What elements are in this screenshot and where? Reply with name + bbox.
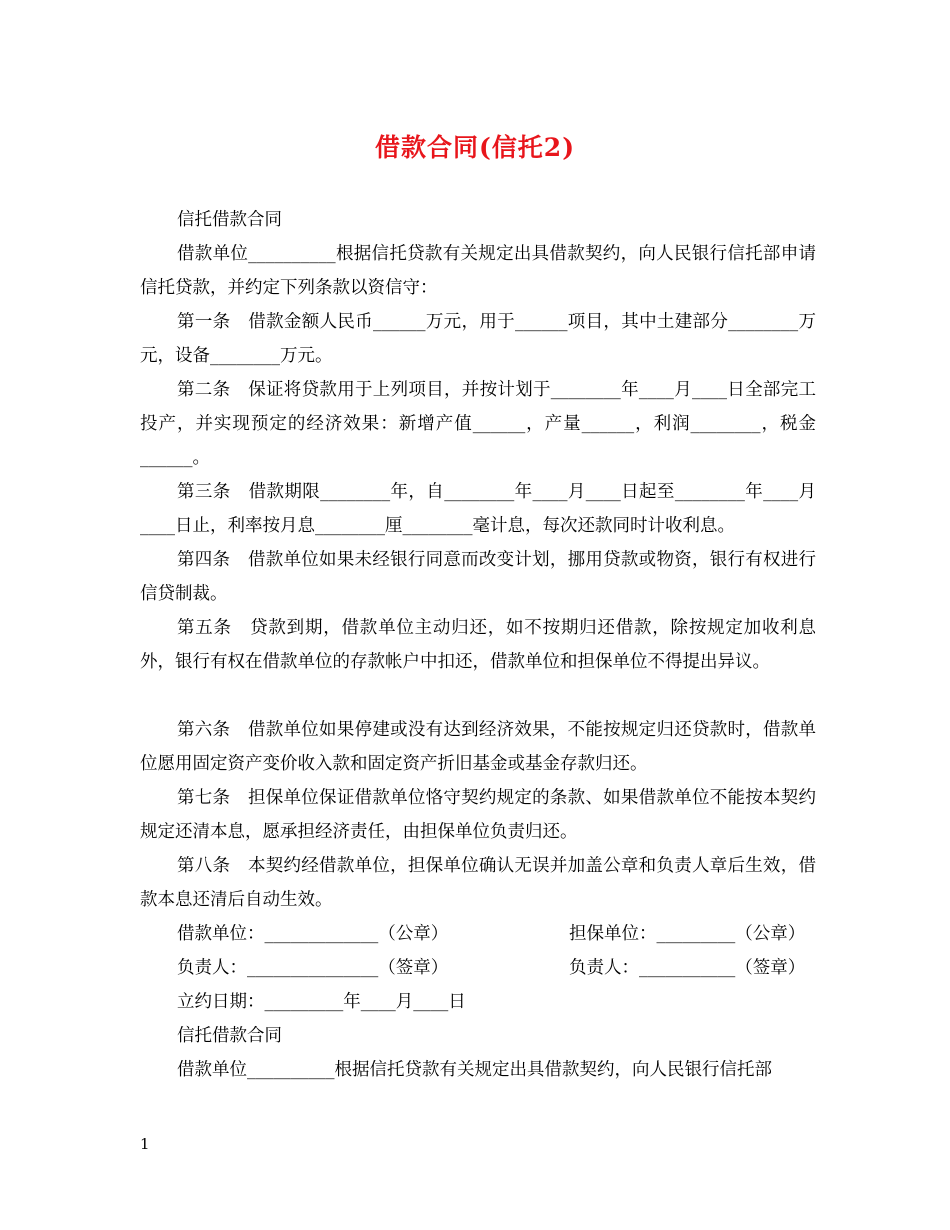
- contract-intro: 借款单位__________根据信托贷款有关规定出具借款契约，向人民银行信托部申请信托贷款，并约定下列条款以资信守：: [140, 244, 816, 298]
- article-7: 第七条 担保单位保证借款单位恪守契约规定的条款、如果借款单位不能按本契约规定还清本息，愿承担经济责任，由担保单位负责归还。: [140, 788, 816, 842]
- document-body: [140, 203, 816, 1087]
- article-4: 第四条 借款单位如果未经银行同意而改变计划，挪用贷款或物资，银行有权进行信贷制裁。: [140, 550, 816, 604]
- guarantor-responsible-line: 负责人：___________（签章）: [569, 958, 806, 978]
- article-3: 第三条 借款期限________年，自________年____月____日起至________年____月____日止，利率按月息________厘________毫计息，每次还款同时计收利息。: [140, 482, 816, 536]
- borrower-seal-line: 借款单位：_____________（公章）: [177, 924, 449, 944]
- guarantor-seal-line: 担保单位：_________（公章）: [569, 924, 806, 944]
- article-6: 第六条 借款单位如果停建或没有达到经济效果，不能按规定归还贷款时，借款单位愿用固定资产变价收入款和固定资产折旧基金或基金存款归还。: [140, 720, 816, 774]
- article-8: 第八条 本契约经借款单位，担保单位确认无误并加盖公章和负责人章后生效，借款本息还清后自动生效。: [140, 856, 816, 910]
- document-title: 借款合同(信托2): [374, 133, 576, 162]
- signature-row-units: [140, 917, 816, 951]
- repeat-contract-intro: 借款单位__________根据信托贷款有关规定出具借款契约，向人民银行信托部: [177, 1060, 772, 1080]
- article-1: 第一条 借款金额人民币______万元，用于______项目，其中土建部分________万元，设备________万元。: [140, 312, 816, 366]
- repeat-contract-heading: 信托借款合同: [177, 1026, 282, 1046]
- contract-heading: 信托借款合同: [177, 210, 282, 230]
- signature-row-persons: [140, 951, 816, 985]
- article-5: 第五条 贷款到期，借款单位主动归还，如不按期归还借款，除按规定加收利息外，银行有权在借款单位的存款帐户中扣还，借款单位和担保单位不得提出异议。: [140, 618, 816, 672]
- borrower-responsible-line: 负责人：_______________（签章）: [177, 958, 449, 978]
- page-number: 1: [140, 1135, 150, 1153]
- article-2: 第二条 保证将贷款用于上列项目，并按计划于________年____月____日全部完工投产，并实现预定的经济效果：新增产值______，产量______，利润________，税金______。: [140, 380, 816, 468]
- contract-date-line: 立约日期：_________年____月____日: [177, 992, 466, 1012]
